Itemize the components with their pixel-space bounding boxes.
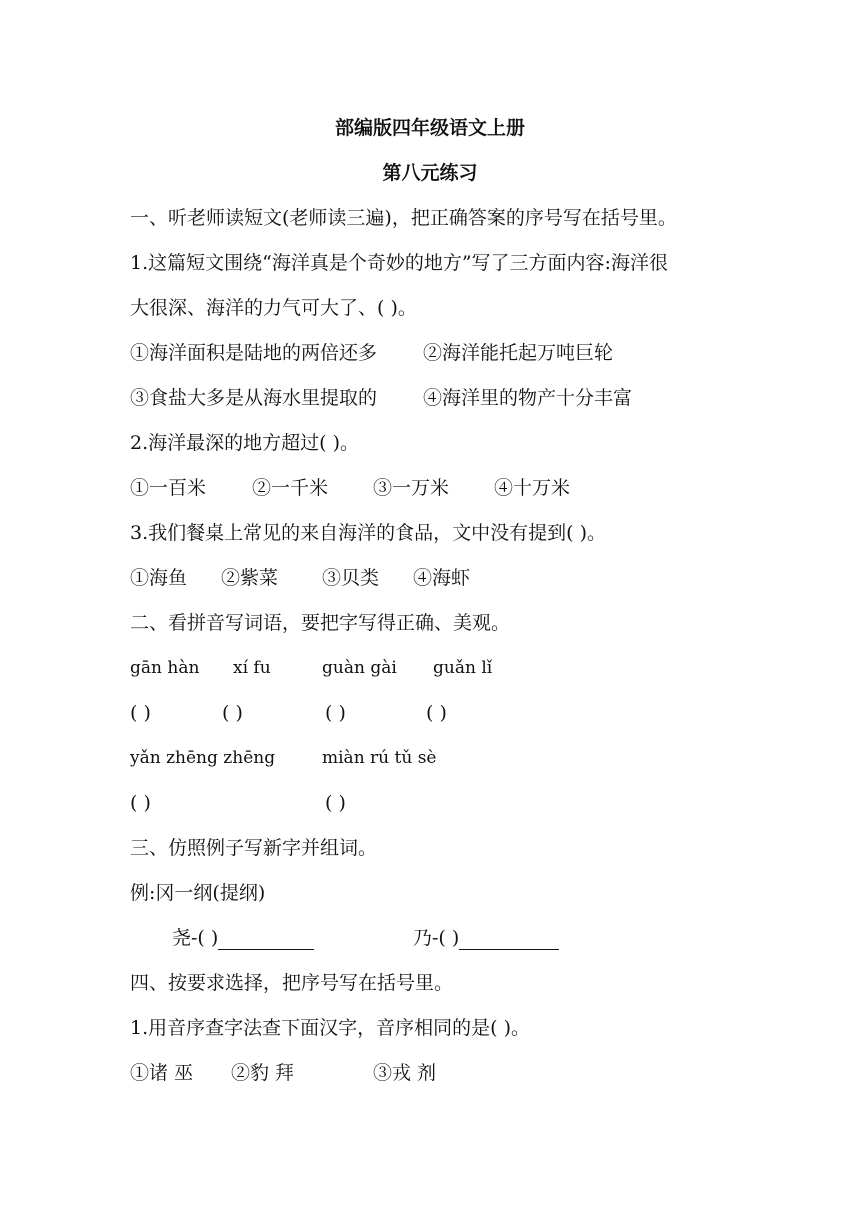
question-2: 2.海洋最深的地方超过( )。 (130, 432, 359, 454)
question-1-line-1: 1.这篇短文围绕“海洋真是个奇妙的地方”写了三方面内容:海洋很 (130, 252, 668, 274)
question-2-option-2: ②一千米 (252, 477, 329, 499)
pinyin-guangai: guàn gài (322, 658, 397, 678)
question-1-option-4: ④海洋里的物产十分丰富 (423, 387, 633, 409)
section-4-option-2: ②豹 拜 (231, 1062, 295, 1084)
answer-box-ganhan[interactable]: ( ) (130, 702, 151, 724)
section-3-item-1 (172, 926, 314, 950)
section-4-question-1: 1.用音序查字法查下面汉字，音序相同的是( )。 (130, 1017, 530, 1039)
question-3: 3.我们餐桌上常见的来自海洋的食品，文中没有提到( )。 (130, 522, 606, 544)
answer-box-guanli[interactable]: ( ) (426, 702, 447, 724)
question-2-option-4: ④十万米 (494, 477, 571, 499)
answer-box-yanzhengzheng[interactable]: ( ) (130, 792, 151, 814)
document-title: 部编版四年级语文上册 (334, 117, 525, 139)
item-1-prompt: 尧-( ) (172, 927, 219, 949)
answer-box-guangai[interactable]: ( ) (325, 702, 346, 724)
pinyin-guanli: guǎn lǐ (433, 658, 493, 678)
section-4-option-3: ③戎 剂 (373, 1062, 437, 1084)
pinyin-yanzhengzheng: yǎn zhēng zhēng (130, 748, 276, 768)
pinyin-mianrutuse: miàn rú tǔ sè (322, 748, 437, 768)
section-4-option-1: ①诸 巫 (130, 1062, 194, 1084)
item-2-blank[interactable] (459, 929, 559, 950)
question-1-option-2: ②海洋能托起万吨巨轮 (423, 342, 614, 364)
question-2-option-1: ①一百米 (130, 477, 207, 499)
answer-box-mianrutuse[interactable]: ( ) (325, 792, 346, 814)
section-2-heading: 二、看拼音写词语，要把字写得正确、美观。 (130, 612, 511, 634)
question-1-line-2: 大很深、海洋的力气可大了、( )。 (130, 297, 417, 319)
section-3-item-2 (413, 926, 559, 950)
section-3-heading: 三、仿照例子写新字并组词。 (130, 837, 378, 859)
section-1-heading: 一、听老师读短文(老师读三遍)，把正确答案的序号写在括号里。 (130, 207, 677, 229)
document-subtitle: 第八元练习 (382, 162, 478, 184)
answer-box-xifu[interactable]: ( ) (222, 702, 243, 724)
question-3-option-1: ①海鱼 (130, 567, 188, 589)
section-3-example: 例:冈一纲(提纲) (130, 882, 266, 904)
question-1-option-3: ③食盐大多是从海水里提取的 (130, 387, 378, 409)
item-2-prompt: 乃-( ) (413, 927, 460, 949)
question-1-option-1: ①海洋面积是陆地的两倍还多 (130, 342, 378, 364)
pinyin-ganhan: gān hàn (130, 658, 200, 678)
section-4-heading: 四、按要求选择，把序号写在括号里。 (130, 972, 454, 994)
question-3-option-2: ②紫菜 (221, 567, 279, 589)
question-3-option-3: ③贝类 (322, 567, 380, 589)
pinyin-xifu: xí fu (233, 658, 271, 678)
question-2-option-3: ③一万米 (373, 477, 450, 499)
item-1-blank[interactable] (218, 929, 314, 950)
question-3-option-4: ④海虾 (413, 567, 471, 589)
